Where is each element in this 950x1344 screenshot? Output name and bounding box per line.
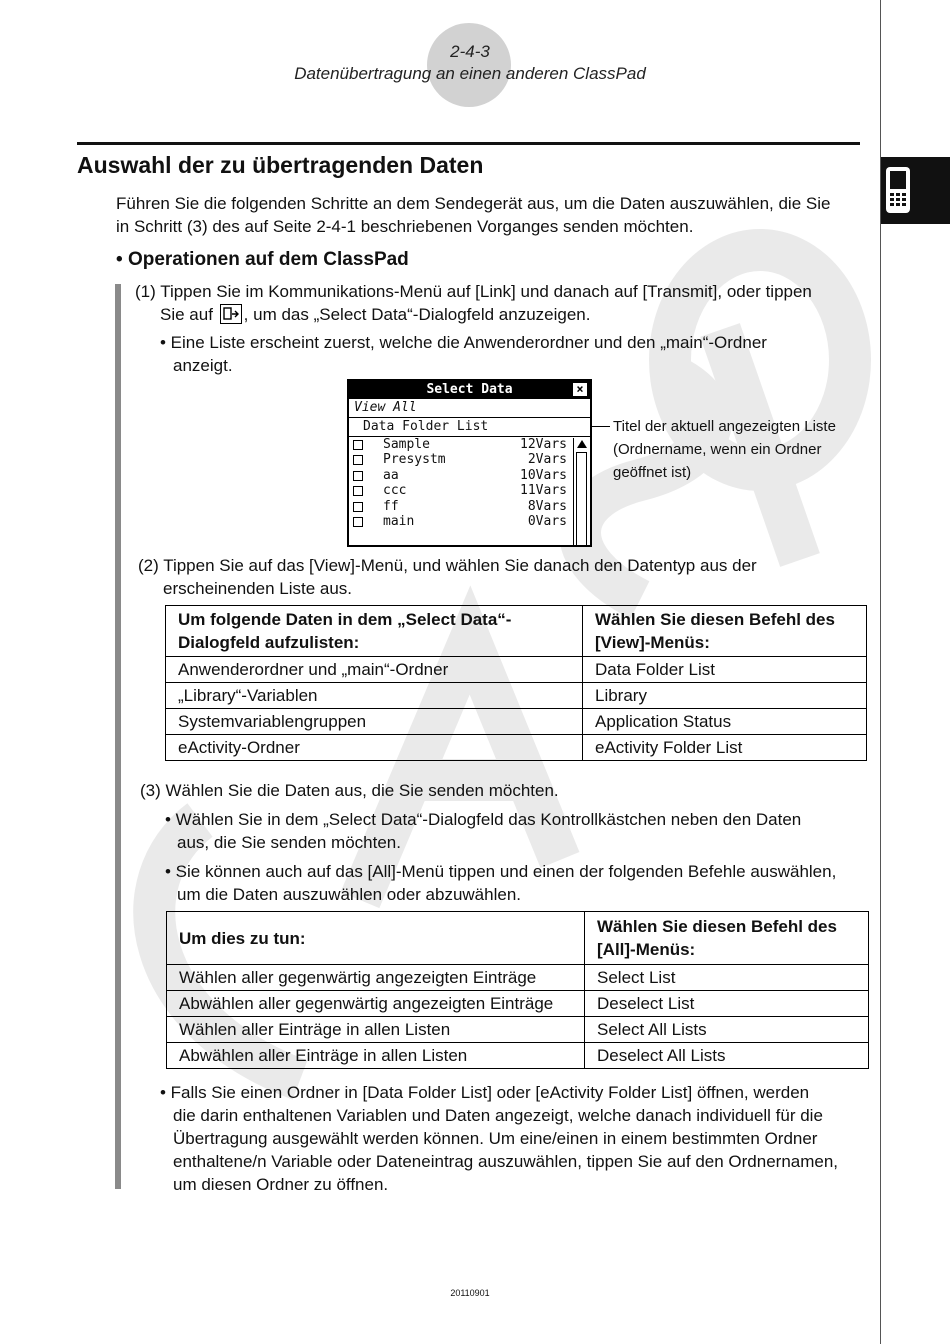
folder-row[interactable] — [349, 514, 590, 529]
final-note-line-3: Übertragung ausgewählt werden können. Um eine/einen in einem bestimmten Ordner — [173, 1129, 818, 1148]
table-row — [166, 683, 867, 709]
dialog-list-title: Data Folder List — [349, 418, 590, 437]
section-title: Auswahl der zu übertragenden Daten — [77, 152, 484, 178]
final-note-line-5: um diesen Ordner zu öffnen. — [173, 1175, 389, 1194]
table-cell: eActivity-Ordner — [166, 735, 583, 761]
operations-bar — [115, 284, 121, 1189]
operations-heading-text: Operationen auf dem ClassPad — [127, 249, 409, 270]
table-row — [167, 965, 869, 991]
folder-name: Sample — [383, 437, 430, 452]
table-cell: Wählen aller Einträge in allen Listen — [167, 1017, 585, 1043]
table-header-cell — [585, 912, 869, 965]
intro-line-1: Führen Sie die folgenden Schritte an dem Sendegerät aus, um die Daten auszuwählen, die Sie — [116, 194, 831, 213]
table-cell: Application Status — [583, 709, 867, 735]
close-icon[interactable]: × — [573, 383, 587, 396]
callout-line — [592, 426, 610, 427]
footer-code: 20110901 — [450, 1288, 490, 1298]
calculator-icon — [881, 157, 950, 224]
checkbox-icon[interactable] — [353, 440, 363, 450]
table-row — [167, 991, 869, 1017]
table-cell: Systemvariablengruppen — [166, 709, 583, 735]
folder-name: main — [383, 513, 415, 529]
chapter-tab — [881, 157, 950, 224]
table-cell: Select List — [585, 965, 869, 991]
table-header-cell: Um dies zu tun: — [167, 912, 585, 965]
folder-vars: 10Vars — [520, 467, 567, 483]
folder-name: aa — [383, 467, 399, 483]
bullet-icon: • — [116, 249, 128, 270]
section-rule — [77, 142, 860, 145]
table-cell: Deselect List — [585, 991, 869, 1017]
callout-line-2: (Ordnername, wenn ein Ordner — [613, 441, 822, 458]
folder-name: Presystm — [383, 452, 446, 468]
folder-name: ccc — [383, 483, 407, 499]
table-header-cell — [583, 606, 867, 657]
step3-note2-line-1: • Sie können auch auf das [All]-Menü tippen und einen der folgenden Befehle auswählen, — [165, 862, 837, 881]
table-header-cell — [166, 606, 583, 657]
folder-vars: 12Vars — [520, 437, 567, 452]
table-row — [166, 657, 867, 683]
table-cell: Select All Lists — [585, 1017, 869, 1043]
table-row — [167, 1017, 869, 1043]
step1-line-2-b: , um das „Select Data“-Dialogfeld anzuzeigen. — [243, 305, 591, 324]
folder-row[interactable] — [349, 499, 590, 514]
view-menu-table — [165, 605, 867, 761]
table-row — [167, 1043, 869, 1069]
table-header-row — [166, 606, 867, 657]
folder-row[interactable] — [349, 452, 590, 467]
checkbox-icon[interactable] — [353, 502, 363, 512]
dialog-scrollbar[interactable] — [573, 438, 589, 547]
step2-line-2: erscheinenden Liste aus. — [163, 579, 353, 598]
header-text: Wählen Sie diesen Befehl des — [595, 610, 835, 629]
folder-row[interactable] — [349, 437, 590, 452]
select-data-dialog — [347, 379, 592, 547]
table-row — [166, 735, 867, 761]
step3-note1-line-2: aus, die Sie senden möchten. — [177, 833, 401, 852]
checkbox-icon[interactable] — [353, 455, 363, 465]
transmit-icon — [220, 304, 242, 324]
header-text: [View]-Menüs: — [595, 633, 710, 652]
folder-vars: 8Vars — [527, 498, 567, 514]
table-cell: eActivity Folder List — [583, 735, 867, 761]
folder-list — [349, 437, 590, 529]
step3-note2-line-2: um die Daten auszuwählen oder abzuwählen. — [177, 885, 522, 904]
folder-vars: 2Vars — [527, 452, 567, 468]
folder-vars: 0Vars — [527, 513, 567, 529]
dialog-menu-bar[interactable]: View All — [349, 399, 590, 418]
header-text: [All]-Menüs: — [597, 940, 696, 959]
table-cell: Deselect All Lists — [585, 1043, 869, 1069]
step1-line-2 — [160, 303, 590, 326]
step2-line-1: (2) Tippen Sie auf das [View]-Menü, und wählen Sie danach den Datentyp aus der — [138, 556, 757, 575]
scroll-thumb[interactable] — [576, 452, 587, 547]
final-note-line-2: die darin enthaltenen Variablen und Daten angezeigt, welche danach individuell für die — [173, 1106, 823, 1125]
table-cell: Library — [583, 683, 867, 709]
dialog-title-bar — [349, 381, 590, 399]
step3-note1-line-1: • Wählen Sie in dem „Select Data“-Dialogfeld das Kontrollkästchen neben den Daten — [165, 810, 802, 829]
step3-line-1: (3) Wählen Sie die Daten aus, die Sie senden möchten. — [140, 781, 559, 800]
table-row — [166, 709, 867, 735]
checkbox-icon[interactable] — [353, 517, 363, 527]
table-cell: Wählen aller gegenwärtig angezeigten Einträge — [167, 965, 585, 991]
header-text: Dialogfeld aufzulisten: — [178, 633, 360, 652]
step1-note-line-1: • Eine Liste erscheint zuerst, welche die Anwenderordner und den „main“-Ordner — [160, 333, 767, 352]
table-cell: „Library“-Variablen — [166, 683, 583, 709]
table-cell: Anwenderordner und „main“-Ordner — [166, 657, 583, 683]
dialog-title: Select Data — [426, 382, 513, 397]
callout-line-3: geöffnet ist) — [613, 464, 692, 481]
folder-row[interactable] — [349, 483, 590, 498]
final-note-line-4: enthaltene/n Variable oder Dateneintrag auszuwählen, tippen Sie auf den Ordnernamen, — [173, 1152, 839, 1171]
operations-heading — [116, 249, 409, 271]
checkbox-icon[interactable] — [353, 486, 363, 496]
dialog-callout — [613, 415, 873, 484]
page-number: 2-4-3 — [450, 42, 490, 61]
folder-row[interactable] — [349, 468, 590, 483]
step1-line-2-a: Sie auf — [160, 305, 213, 324]
step1-note-line-2: anzeigt. — [173, 356, 233, 375]
scroll-up-icon[interactable] — [577, 440, 587, 448]
header-text: Wählen Sie diesen Befehl des — [597, 917, 837, 936]
all-menu-table — [166, 911, 869, 1069]
folder-vars: 11Vars — [520, 483, 567, 499]
callout-line-1: Titel der aktuell angezeigten Liste — [613, 418, 836, 435]
checkbox-icon[interactable] — [353, 471, 363, 481]
table-cell: Data Folder List — [583, 657, 867, 683]
intro-line-2: in Schritt (3) des auf Seite 2-4-1 beschriebenen Vorganges senden möchten. — [116, 217, 694, 236]
table-cell: Abwählen aller gegenwärtig angezeigten Einträge — [167, 991, 585, 1017]
folder-name: ff — [383, 498, 399, 514]
step1-line-1: (1) Tippen Sie im Kommunikations-Menü auf [Link] und danach auf [Transmit], oder tippen — [135, 282, 812, 301]
header-text: Um folgende Daten in dem „Select Data“- — [178, 610, 512, 629]
table-header-row — [167, 912, 869, 965]
table-cell: Abwählen aller Einträge in allen Listen — [167, 1043, 585, 1069]
page-subtitle: Datenübertragung an einen anderen ClassPad — [294, 64, 646, 83]
final-note-line-1: • Falls Sie einen Ordner in [Data Folder List] oder [eActivity Folder List] öffnen, werden — [160, 1083, 810, 1102]
